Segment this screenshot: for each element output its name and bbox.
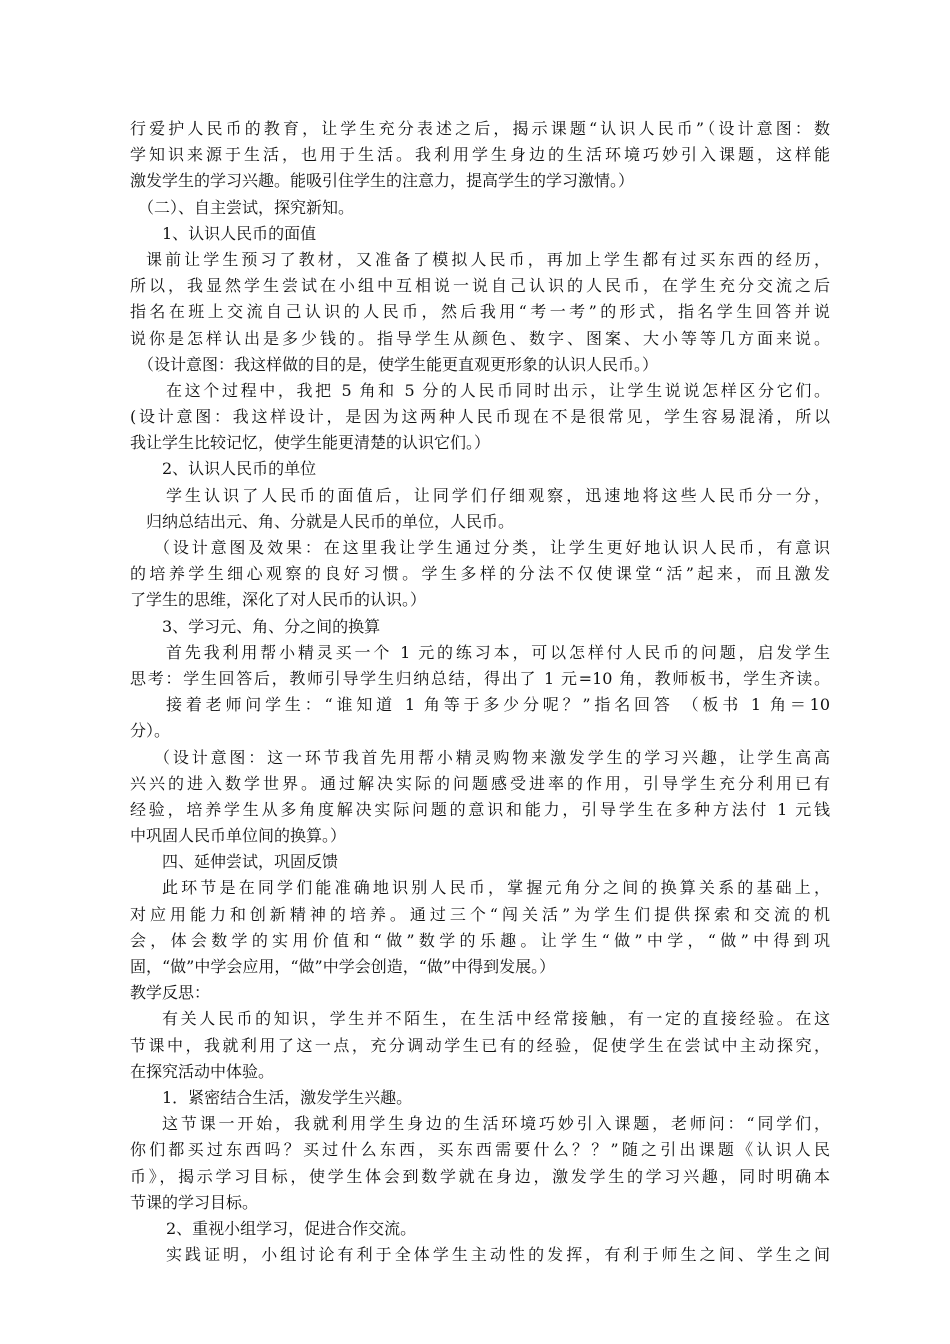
document-page bbox=[130, 116, 830, 1268]
text-line: （二）、自主尝试，探究新知。 bbox=[138, 197, 355, 217]
text-line: 对应用能力和创新精神的培养。通过三个“闯关活”为学生们提供探索和交流的机 bbox=[130, 904, 830, 924]
text-line: 学知识来源于生活，也用于生活。我利用学生身边的生活环境巧妙引入课题，这样能 bbox=[130, 145, 830, 165]
text-line: 激发学生的学习兴趣。能吸引住学生的注意力，提高学生的学习激情。） bbox=[130, 171, 635, 191]
text-line: （设计意图及效果：在这里我让学生通过分类，让学生更好地认识人民币，有意识 bbox=[154, 538, 830, 557]
text-line: 节课的学习目标。 bbox=[130, 1192, 259, 1212]
text-line: （设计意图：这一环节我首先用帮小精灵购物来激发学生的学习兴趣，让学生高高 bbox=[154, 747, 830, 767]
text-line: 归纳总结出元、角、分就是人民币的单位，人民币。 bbox=[146, 511, 515, 531]
text-line: 币》，揭示学习目标，使学生体会到数学就在身边，激发学生的学习兴趣，同时明确本 bbox=[130, 1166, 830, 1186]
text-line: 的培养学生细心观察的良好习惯。学生多样的分法不仅使课堂“活”起来，而且激发 bbox=[130, 564, 830, 584]
text-line: 会，体会数学的实用价值和“做”数学的乐趣。让学生“做”中学，“做”中得到巩 bbox=[130, 930, 830, 950]
text-line: 有关人民币的知识，学生并不陌生，在生活中经常接触，有一定的直接经验。在这 bbox=[162, 1009, 830, 1029]
text-line: 你们都买过东西吗？买过什么东西，买东西需要什么？？”随之引出课题《认识人民 bbox=[130, 1140, 830, 1160]
text-line: （设计意图：我这样做的目的是，使学生能更直观更形象的认识人民币。） bbox=[138, 354, 659, 374]
text-line: 1．紧密结合生活，激发学生兴趣。 bbox=[162, 1087, 413, 1107]
text-line: 在探究活动中体验。 bbox=[130, 1061, 275, 1081]
text-line: 课前让学生预习了教材，又准备了模拟人民币，再加上学生都有过买东西的经历， bbox=[146, 249, 830, 269]
text-line: 说你是怎样认出是多少钱的。指导学生从颜色、数字、图案、大小等等几方面来说。 bbox=[130, 328, 830, 348]
text-line: 首先我利用帮小精灵买一个 1 元的练习本，可以怎样付人民币的问题，启发学生 bbox=[166, 642, 830, 662]
text-line: 1、认识人民币的面值 bbox=[162, 223, 317, 243]
text-line: 教学反思： bbox=[130, 983, 211, 1003]
text-line: 3、学习元、角、分之间的换算 bbox=[162, 616, 381, 636]
text-line: 中巩固人民币单位间的换算。） bbox=[130, 826, 347, 846]
text-line: 节课中，我就利用了这一点，充分调动学生已有的经验，促使学生在尝试中主动探究， bbox=[130, 1035, 830, 1055]
text-line: 我让学生比较记忆，使学生能更清楚的认识它们。） bbox=[130, 433, 491, 453]
text-line: 在这个过程中，我把 5 角和 5 分的人民币同时出示，让学生说说怎样区分它们。 bbox=[166, 380, 830, 400]
text-line: 实践证明，小组讨论有利于全体学生主动性的发挥，有利于师生之间、学生之间 bbox=[166, 1245, 830, 1265]
text-line: 思考：学生回答后，教师引导学生归纳总结，得出了 1 元=10 角，教师板书，学生齐读。 bbox=[130, 668, 830, 688]
text-line: 所以，我显然学生尝试在小组中互相说一说自己认识的人民币，在学生充分交流之后 bbox=[130, 276, 830, 296]
text-line: 此环节是在同学们能准确地识别人民币，掌握元角分之间的换算关系的基础上， bbox=[162, 878, 830, 898]
text-line: 兴兴的进入数学世界。通过解决实际的问题感受进率的作用，引导学生充分利用已有 bbox=[130, 773, 830, 793]
text-line: 这节课一开始，我就利用学生身边的生活环境巧妙引入课题，老师问：“同学们， bbox=[162, 1114, 830, 1134]
text-line: 四、延伸尝试，巩固反馈 bbox=[162, 852, 339, 872]
text-line: 经验，培养学生从多角度解决实际问题的意识和能力，引导学生在多种方法付 1 元钱 bbox=[130, 799, 830, 819]
text-line: 接着老师问学生：“谁知道 1 角等于多少分呢？”指名回答 （板书 1 角＝10 bbox=[166, 695, 830, 715]
text-line: 2、认识人民币的单位 bbox=[162, 459, 317, 479]
text-line: 2、重视小组学习，促进合作交流。 bbox=[166, 1218, 417, 1238]
text-line: 行爱护人民币的教育，让学生充分表述之后，揭示课题“认识人民币”（设计意图：数 bbox=[130, 119, 830, 138]
text-line: 了学生的思维，深化了对人民币的认识。） bbox=[130, 590, 427, 610]
text-line: 指名在班上交流自己认识的人民币，然后我用“考一考”的形式，指名学生回答并说 bbox=[130, 302, 830, 322]
text-line: (设计意图：我这样设计，是因为这两种人民币现在不是很常见，学生容易混淆，所以 bbox=[130, 407, 830, 427]
text-line: 学生认识了人民币的面值后，让同学们仔细观察，迅速地将这些人民币分一分， bbox=[166, 485, 830, 505]
text-line: 分）。 bbox=[130, 721, 171, 741]
text-line: 固，“做”中学会应用，“做”中学会创造，“做”中得到发展。） bbox=[130, 957, 556, 976]
